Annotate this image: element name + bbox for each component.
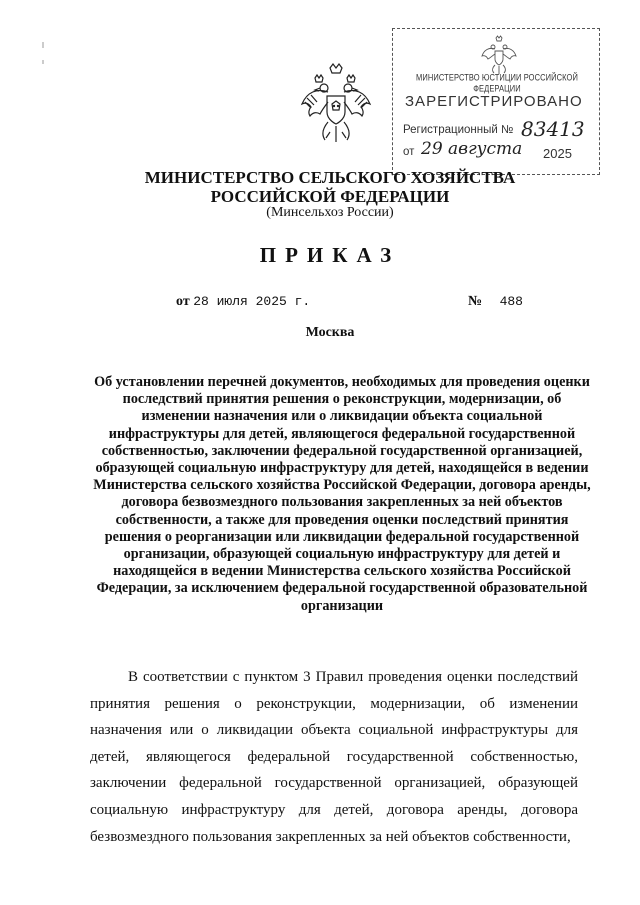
coat-of-arms-icon (479, 35, 519, 75)
order-subject: Об установлении перечней документов, необходимых для проведения оценки последствий принятия решения о реконструкции, модернизации, об изменении назначения или о ликвидации объекта социальной инфраструктуры для детей, являющегося федеральной государственной собственностью, заключении федеральной государственной организацией, образующей социальную инфраструктуру для детей, находящейся в ведении Министерства сельского хозяйства Российской Федерации, договора аренды, договора безвозмездного пользования закрепленных за ней объектов собственности, а также для проведения оценки последствий принятия решения о реорганизации или ликвидации федеральной государственной организации, образующей социальную инфраструктуру для детей и находящейся в ведении Министерства сельского хозяйства Российской Федерации, за исключением федеральной государственной образовательной организации (93, 374, 591, 614)
registration-stamp (392, 28, 600, 175)
order-date (176, 294, 310, 310)
stamp-date-year: 2025 (543, 146, 572, 161)
ministry-short-name: (Минсельхоз России) (266, 205, 394, 220)
stamp-registered-label: ЗАРЕГИСТРИРОВАНО (405, 93, 583, 110)
document-title: ПРИКАЗ (259, 243, 401, 267)
body-paragraph: В соответствии с пунктом 3 Правил проведения оценки последствий принятия решения о реконструкции, модернизации, об изменении назначения или о ликвидации объекта социальной инфраструктуры для детей, являющегося федеральной государственной собственностью, заключении федеральной государственной организацией, образующей социальную инфраструктуру для детей, договора аренды, договора безвозмездного пользования закрепленных за ней объектов собственности, (90, 669, 578, 845)
order-number (468, 294, 523, 310)
stamp-date-value: 29 августа (421, 139, 523, 159)
order-date-value: 28 июля 2025 г. (193, 294, 311, 309)
scan-marks (40, 40, 46, 70)
order-number-label: № (468, 294, 483, 309)
stamp-ministry-name: МИНИСТЕРСТВО ЮСТИЦИИ РОССИЙСКОЙ ФЕДЕРАЦИИ (416, 72, 578, 94)
order-date-label: от (176, 294, 190, 309)
order-number-value: 488 (499, 294, 523, 309)
coat-of-arms-icon (297, 62, 375, 144)
order-city: Москва (305, 325, 355, 340)
stamp-registration-number: 83413 (521, 117, 585, 141)
stamp-registration-label: Регистрационный № (403, 124, 514, 136)
stamp-handwritten-date (421, 139, 522, 159)
ministry-name: МИНИСТЕРСТВО СЕЛЬСКОГО ХОЗЯЙСТВА РОССИЙСКОЙ ФЕДЕРАЦИИ (144, 168, 516, 206)
stamp-date-prefix: от (403, 146, 415, 158)
